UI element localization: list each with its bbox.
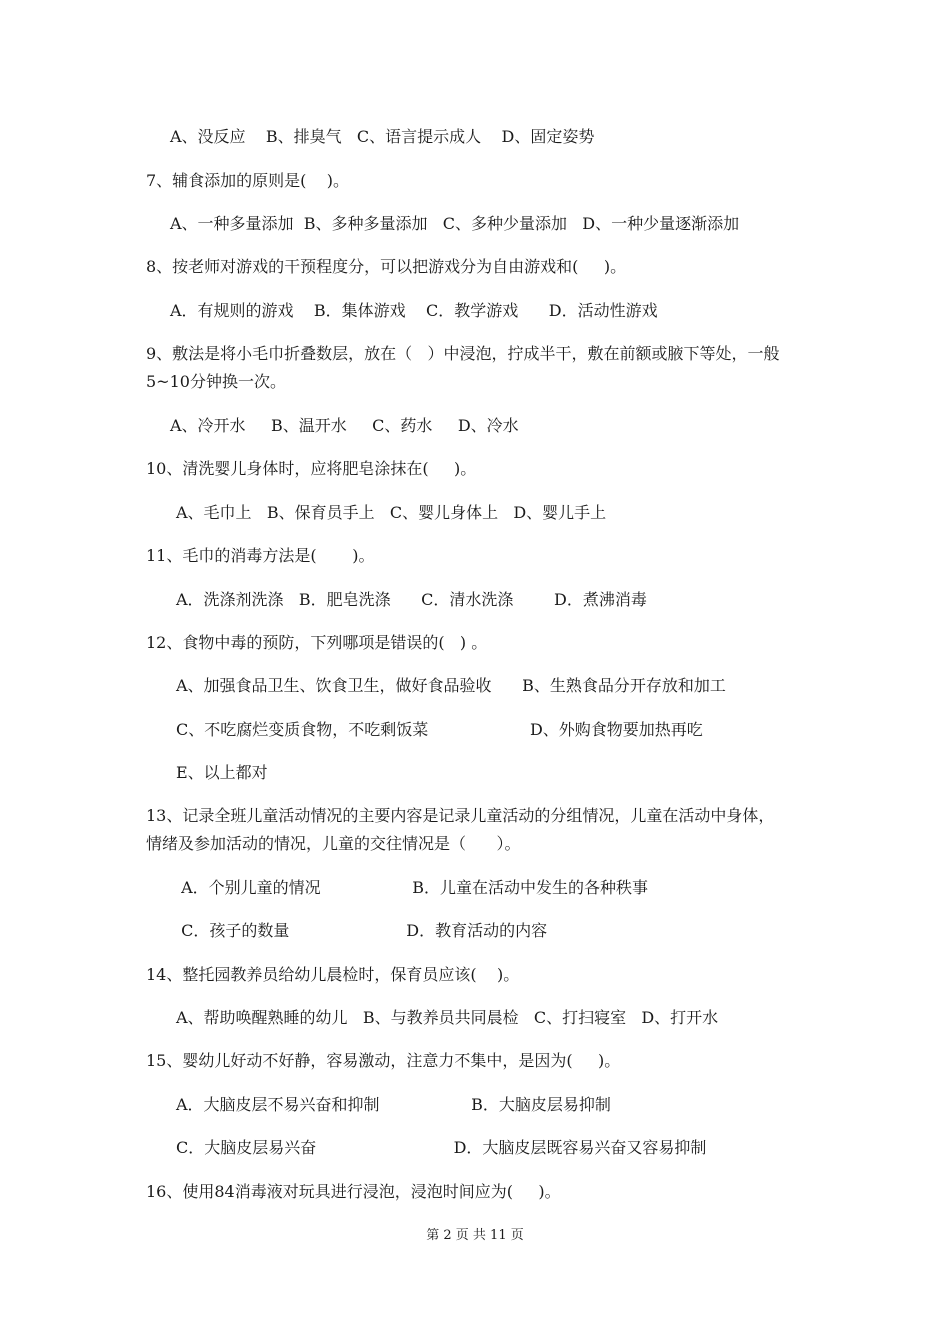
q9-options: A、冷开水 B、温开水 C、药水 D、冷水 [170, 416, 519, 435]
question-10: 10、清洗婴儿身体时，应将肥皂涂抹在( )。 [146, 459, 477, 478]
q12-options-row-2: C、不吃腐烂变质食物，不吃剩饭菜 D、外购食物要加热再吃 [176, 720, 703, 739]
page-footer: 第 2 页 共 11 页 [426, 1228, 524, 1243]
question-9-line-2: 5~10分钟换一次。 [146, 372, 286, 391]
question-7: 7、辅食添加的原则是( )。 [146, 171, 350, 190]
question-16: 16、使用84消毒液对玩具进行浸泡，浸泡时间应为( )。 [146, 1182, 561, 1201]
q14-options: A、帮助唤醒熟睡的幼儿 B、与教养员共同晨检 C、打扫寝室 D、打开水 [176, 1008, 719, 1027]
q8-options: A．有规则的游戏 B．集体游戏 C．教学游戏 D．活动性游戏 [170, 301, 658, 320]
q12-options-row-3: E、以上都对 [176, 763, 268, 782]
q13-options-row-2: C．孩子的数量 D．教育活动的内容 [176, 921, 548, 940]
question-13-line-1: 13、记录全班儿童活动情况的主要内容是记录儿童活动的分组情况，儿童在活动中身体， [146, 806, 775, 825]
q10-options: A、毛巾上 B、保育员手上 C、婴儿身体上 D、婴儿手上 [176, 503, 607, 522]
q7-options: A、一种多量添加 B、多种多量添加 C、多种少量添加 D、一种少量逐渐添加 [170, 214, 740, 233]
q15-options-row-1: A．大脑皮层不易兴奋和抑制 B．大脑皮层易抑制 [176, 1095, 611, 1114]
question-15: 15、婴幼儿好动不好静，容易激动，注意力不集中，是因为( )。 [146, 1051, 621, 1070]
q15-options-row-2: C．大脑皮层易兴奋 D．大脑皮层既容易兴奋又容易抑制 [176, 1138, 707, 1157]
question-14: 14、整托园教养员给幼儿晨检时，保育员应该( )。 [146, 965, 520, 984]
question-13-line-2: 情绪及参加活动的情况，儿童的交往情况是（ ）。 [146, 834, 521, 853]
q6-options: A、没反应 B、排臭气 C、语言提示成人 D、固定姿势 [170, 127, 595, 146]
question-8: 8、按老师对游戏的干预程度分，可以把游戏分为自由游戏和( )。 [146, 257, 627, 276]
question-12: 12、食物中毒的预防，下列哪项是错误的( ) 。 [146, 633, 488, 652]
q13-options-row-1: A．个别儿童的情况 B．儿童在活动中发生的各种秩事 [176, 878, 648, 897]
q11-options: A．洗涤剂洗涤 B．肥皂洗涤 C．清水洗涤 D．煮沸消毒 [176, 590, 647, 609]
question-9-line-1: 9、敷法是将小毛巾折叠数层，放在（ ）中浸泡，拧成半干，敷在前额或腋下等处，一般 [146, 344, 780, 363]
q12-options-row-1: A、加强食品卫生、饮食卫生，做好食品验收 B、生熟食品分开存放和加工 [176, 676, 726, 695]
question-11: 11、毛巾的消毒方法是( )。 [146, 546, 375, 565]
